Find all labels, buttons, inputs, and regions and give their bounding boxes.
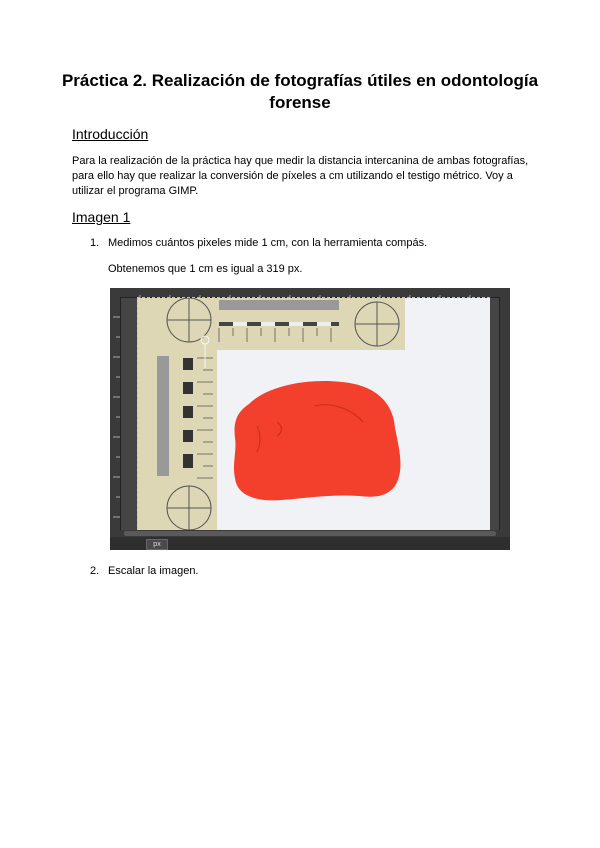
section-heading-introduccion: Introducción [72,126,149,142]
section-heading-imagen-1: Imagen 1 [72,209,131,225]
scrollbar-thumb[interactable] [124,531,496,536]
list-item-number: 2. [90,565,100,577]
horizontal-scrollbar[interactable] [120,530,500,537]
canvas-boundary-left [137,297,138,529]
intro-paragraph: Para la realización de la práctica hay que medir la distancia intercanina de ambas fotografías, para ello hay que realizar la conversión de píxeles a cm utilizando el testigo métrico. Voy a utilizar el programa GIMP. [72,155,529,197]
image-canvas[interactable] [137,298,490,530]
left-ruler [110,297,121,537]
unit-selector[interactable]: px [146,539,168,550]
right-ruler [499,297,510,537]
gimp-screenshot [110,288,510,550]
canvas-boundary-top [137,297,490,298]
list-item-text: Escalar la imagen. [108,565,199,577]
document-title: Práctica 2. Realización de fotografías útiles en odontología forense [61,71,539,112]
list-item-note: Obtenemos que 1 cm es igual a 319 px. [108,263,303,275]
list-item-text: Medimos cuántos pixeles mide 1 cm, con la herramienta compás. [108,237,428,249]
status-bar [110,537,510,550]
list-item-number: 1. [90,237,100,249]
